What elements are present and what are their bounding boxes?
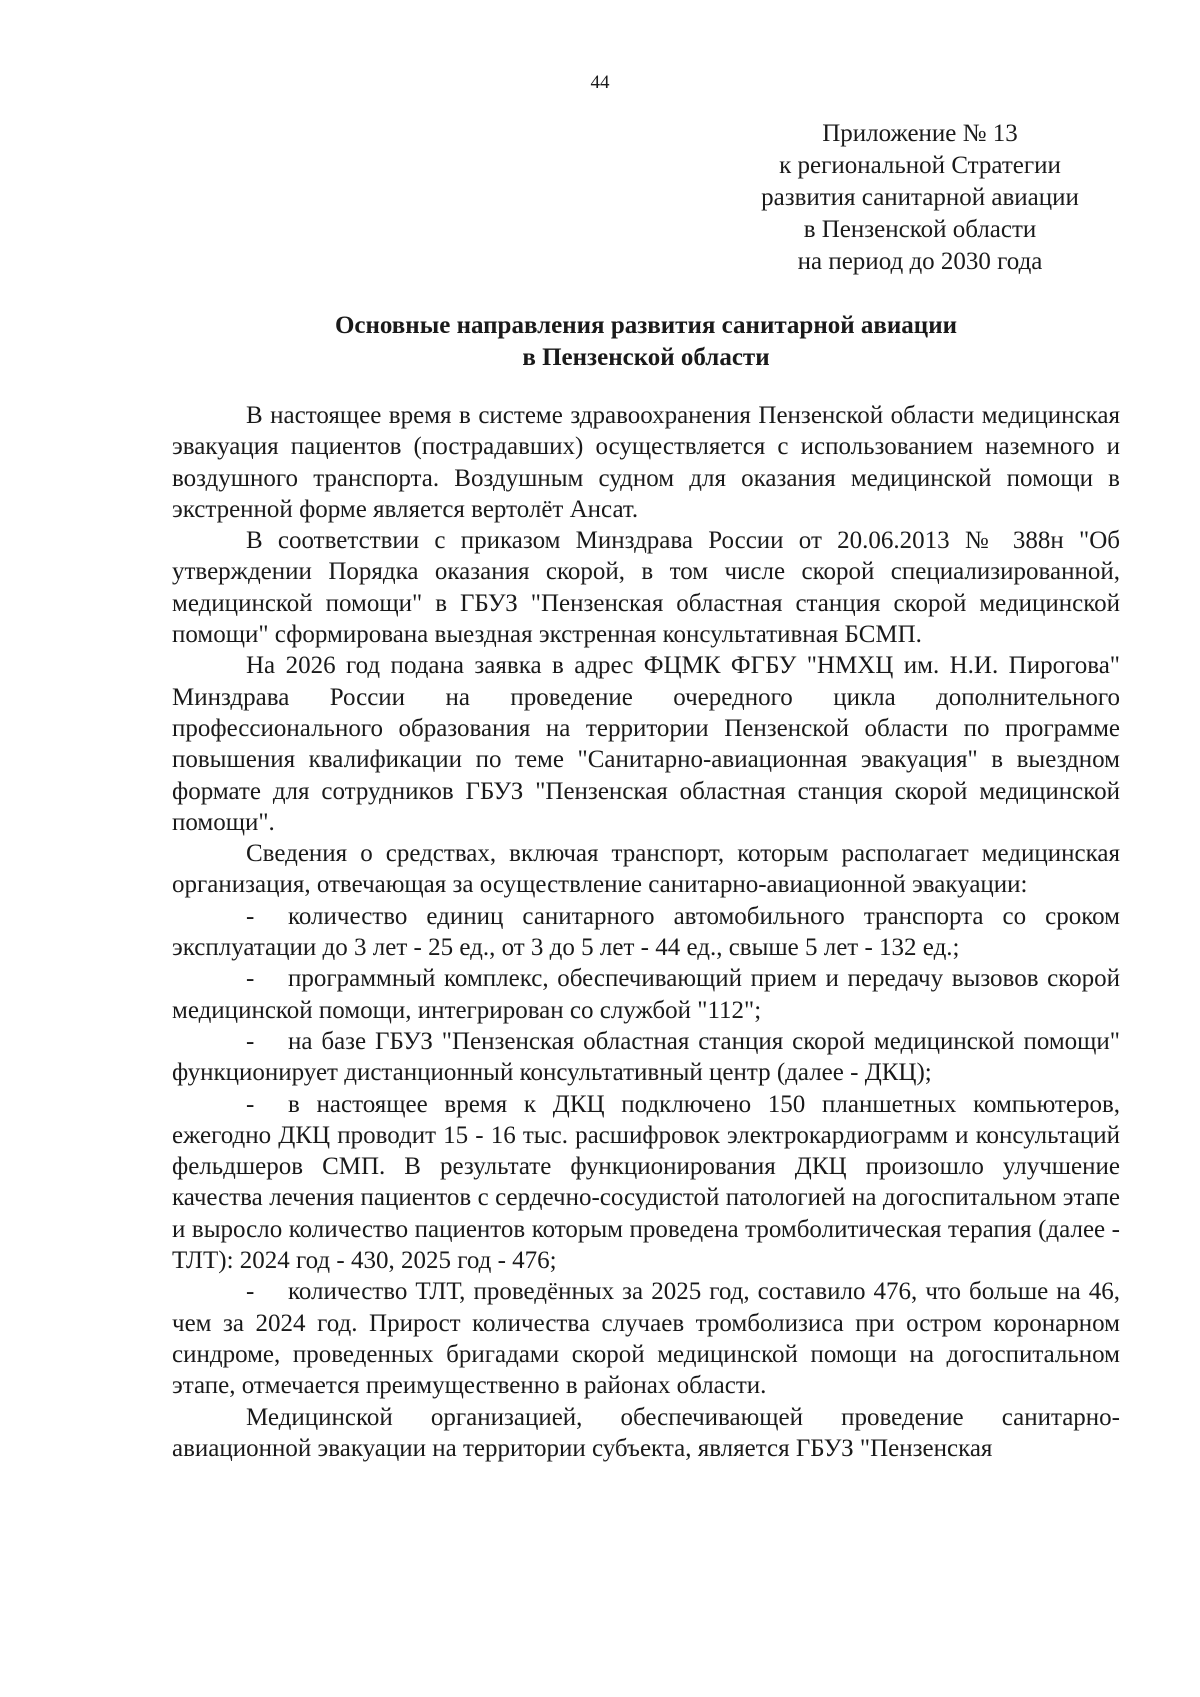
- appendix-line: в Пензенской области: [803, 216, 1037, 243]
- bullet-dash: -: [246, 1027, 255, 1055]
- bullet-item: [172, 901, 1120, 964]
- paragraph: В настоящее время в системе здравоохранения Пензенской области медицинская эвакуация пациентов (пострадавших) осуществляется с использованием наземного и воздушного транспорта. Воздушным судном для оказания медицинской помощи в экстренной форме является вертолёт Ансат.: [172, 402, 1120, 523]
- bullet-dash: -: [246, 1278, 255, 1306]
- paragraph: На 2026 год подана заявка в адрес ФЦМК ФГБУ "НМХЦ им. Н.И. Пирогова" Минздрава России на проведение очередного цикла дополнительного профессионального образования на территории Пензенской области по программе повышения квалификации по теме "Санитарно-авиационная эвакуация" в выездном формате для сотрудников ГБУЗ "Пензенская областная станция скорой медицинской помощи".: [172, 652, 1120, 836]
- bullet-item: [172, 1026, 1120, 1089]
- bullet-item: [172, 1089, 1120, 1277]
- bullet-text: на базе ГБУЗ "Пензенская областная станция скорой медицинской помощи" функционирует дистанционный консультативный центр (далее - ДКЦ);: [172, 1027, 1120, 1087]
- bullet-text: количество единиц санитарного автомобильного транспорта со сроком эксплуатации до 3 лет - 25 ед., от 3 до 5 лет - 44 ед., свыше 5 лет - 132 ед.;: [172, 902, 1120, 962]
- document-title: [172, 310, 1120, 374]
- title-line: Основные направления развития санитарной авиации: [334, 312, 958, 339]
- title-line: в Пензенской области: [522, 344, 770, 371]
- bullet-dash: -: [246, 1090, 255, 1118]
- bullet-text: программный комплекс, обеспечивающий прием и передачу вызовов скорой медицинской помощи, интегрирован со службой "112";: [172, 965, 1120, 1024]
- appendix-line: Приложение № 13: [822, 120, 1018, 147]
- page-number: 44: [590, 72, 610, 93]
- appendix-line: к региональной Стратегии: [779, 152, 1061, 179]
- paragraph: Сведения о средствах, включая транспорт, которым располагает медицинская организация, отвечающая за осуществление санитарно-авиационной эвакуации:: [172, 840, 1120, 899]
- appendix-line: развития санитарной авиации: [761, 184, 1079, 211]
- appendix-header: [720, 118, 1120, 278]
- paragraph: Медицинской организацией, обеспечивающей проведение санитарно-авиационной эвакуации на территории субъекта, является ГБУЗ "Пензенская: [172, 1403, 1120, 1462]
- appendix-line: на период до 2030 года: [797, 248, 1043, 275]
- bullet-text: в настоящее время к ДКЦ подключено 150 планшетных компьютеров, ежегодно ДКЦ проводит 15 - 16 тыс. расшифровок электрокардиограмм и консультаций фельдшеров СМП. В результате функционирования ДКЦ произошло улучшение качества лечения пациентов с сердечно-сосудистой патологией на догоспитальном этапе и выросло количество пациентов которым проведена тромболитическая терапия (далее - ТЛТ): 2024 год - 430, 2025 год - 476;: [172, 1090, 1120, 1275]
- paragraph: В соответствии с приказом Минздрава России от 20.06.2013 № 388н "Об утверждении Порядка оказания скорой, в том числе скорой специализированной, медицинской помощи" в ГБУЗ "Пензенская областная станция скорой медицинской помощи" сформирована выездная экстренная консультативная БСМП.: [172, 527, 1120, 649]
- bullet-item: [172, 1276, 1120, 1401]
- bullet-dash: -: [246, 902, 255, 930]
- bullet-item: [172, 963, 1120, 1026]
- bullet-dash: -: [246, 965, 255, 993]
- bullet-text: количество ТЛТ, проведённых за 2025 год, составило 476, что больше на 46, чем за 2024 год. Прирост количества случаев тромболизиса при остром коронарном синдроме, проведенных бригадами скорой медицинской помощи на догоспитальном этапе, отмечается преимущественно в районах области.: [172, 1278, 1120, 1400]
- document-body: [172, 400, 1120, 1464]
